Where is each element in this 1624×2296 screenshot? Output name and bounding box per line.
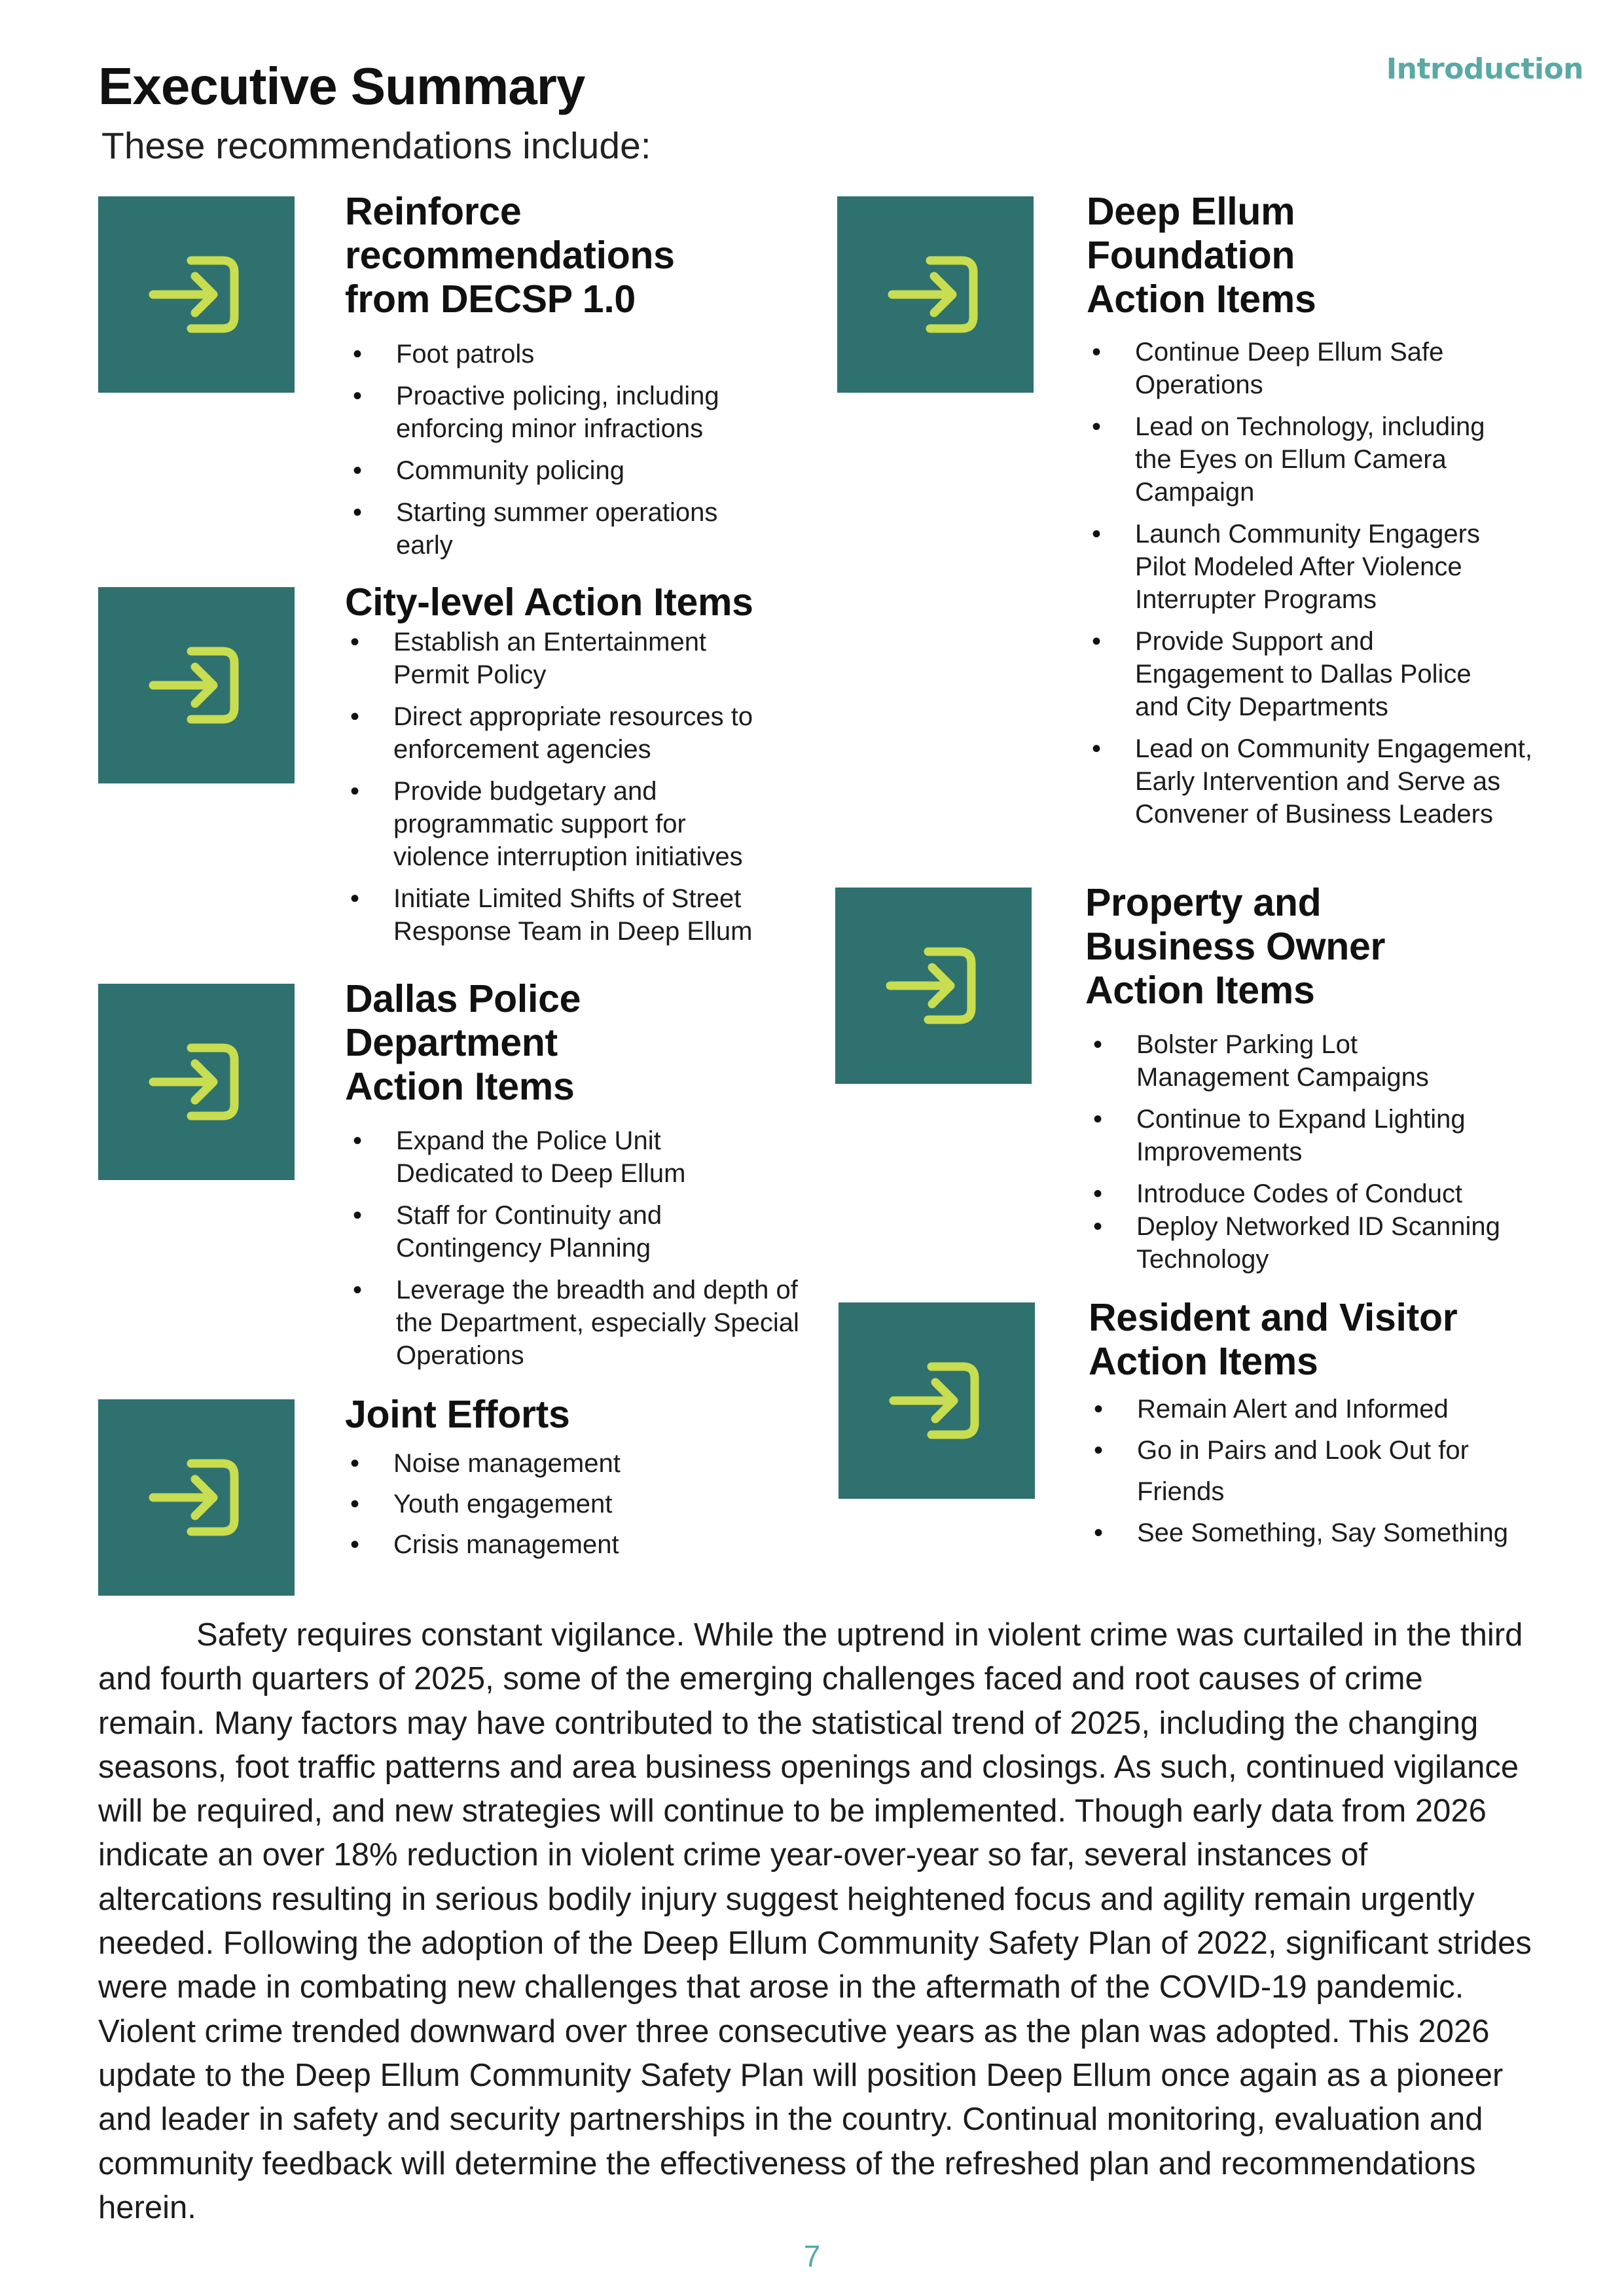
page-title: Executive Summary xyxy=(98,57,585,115)
list-item: • Proactive policing, including enforcing minor infractions xyxy=(348,380,763,445)
enter-arrow-icon xyxy=(98,1399,295,1596)
enter-arrow-icon xyxy=(837,196,1034,393)
list-item: • Youth engagement xyxy=(345,1488,803,1520)
list-item: • Staff for Continuity and Contingency Planning xyxy=(348,1199,736,1265)
title-line: Action Items xyxy=(345,1065,575,1108)
list-item: • Remain Alert and Informed xyxy=(1089,1389,1560,1430)
list-item: • Lead on Technology, including the Eyes on Ellum Camera Campaign xyxy=(1087,410,1521,509)
section-resident-visitor xyxy=(1089,1296,1560,1554)
title-line: Property and xyxy=(1085,881,1322,924)
list-item: • See Something, Say Something xyxy=(1089,1513,1560,1554)
page-number: 7 xyxy=(803,2239,821,2273)
list-item: • Continue Deep Ellum Safe Operations xyxy=(1087,336,1515,401)
section-title xyxy=(345,581,816,624)
title-line: from DECSP 1.0 xyxy=(345,278,636,321)
section-title xyxy=(1085,881,1557,1013)
list-item: • Noise management xyxy=(345,1447,803,1480)
title-line: recommendations xyxy=(345,234,675,277)
title-line: Business Owner xyxy=(1085,925,1386,968)
title-line: Action Items xyxy=(1087,278,1316,321)
enter-arrow-icon xyxy=(98,587,295,783)
title-line: Action Items xyxy=(1089,1340,1318,1383)
title-line: Reinforce xyxy=(345,190,522,233)
section-tag: Introduction xyxy=(1386,52,1583,86)
list-item: • Provide Support and Engagement to Dallas Police and City Departments xyxy=(1087,625,1515,723)
title-line: Deep Ellum xyxy=(1087,190,1295,233)
title-line: Department xyxy=(345,1021,558,1064)
list-item: • Direct appropriate resources to enforcement agencies xyxy=(345,700,786,766)
list-item: • Crisis management xyxy=(345,1528,803,1561)
list-item: • Initiate Limited Shifts of Street Response Team in Deep Ellum xyxy=(345,882,786,948)
bullet-list xyxy=(1085,1028,1557,1276)
section-title xyxy=(345,190,803,321)
enter-arrow-icon xyxy=(98,196,295,393)
list-item: • Expand the Police Unit Dedicated to Deep Ellum xyxy=(348,1124,736,1190)
list-item: • Launch Community Engagers Pilot Modeled After Violence Interrupter Programs xyxy=(1087,518,1528,616)
bullet-list xyxy=(345,338,803,562)
enter-arrow-icon xyxy=(839,1302,1035,1499)
bullet-list xyxy=(345,1124,803,1372)
section-dallas-police xyxy=(345,977,803,1381)
list-item: • Go in Pairs and Look Out for Friends xyxy=(1089,1430,1504,1513)
section-decsp xyxy=(345,190,803,571)
section-title xyxy=(345,977,803,1109)
enter-arrow-icon xyxy=(835,888,1032,1084)
title-line: Joint Efforts xyxy=(345,1393,570,1436)
section-property-owner xyxy=(1085,881,1557,1285)
list-item: • Leverage the breadth and depth of the Department, especially Special Operations xyxy=(348,1274,802,1372)
section-title xyxy=(1089,1296,1560,1384)
section-title xyxy=(345,1393,803,1437)
list-item: • Deploy Networked ID Scanning Technology xyxy=(1088,1210,1542,1276)
section-title xyxy=(1087,190,1558,321)
title-line: City-level Action Items xyxy=(345,581,753,624)
list-item: • Foot patrols xyxy=(348,338,803,370)
section-city-level xyxy=(345,581,816,957)
bullet-list xyxy=(345,626,816,948)
enter-arrow-icon xyxy=(98,984,295,1180)
list-item: • Introduce Codes of Conduct xyxy=(1088,1177,1557,1210)
list-item: • Starting summer operations early xyxy=(348,496,763,562)
body-paragraph: Safety requires constant vigilance. While the uptrend in violent crime was curtailed in the third and fourth quarters of 2025, some of the emerging challenges faced and root causes of crime remain. Many factors may have contributed to the statistical trend of 2025, including the changing seasons, foot traffic patterns and area business openings and closings. As such, continued vigilance will be required, and new strategies will continue to be implemented. Though early data from 2026 indicate an over 18% reduction in violent crime year-over-year so far, several instances of altercations resulting in serious bodily injury suggest heightened focus and agility remain urgently needed. Following the adoption of the Deep Ellum Community Safety Plan of 2022, significant strides were made in combating new challenges that arose in the aftermath of the COVID-19 pandemic. Violent crime trended downward over three consecutive years as the plan was adopted. This 2026 update to the Deep Ellum Community Safety Plan will position Deep Ellum once again as a pioneer and leader in safety and security partnerships in the country. Continual monitoring, evaluation and community feedback will determine the effectiveness of the refreshed plan and recommendations herein. xyxy=(98,1617,1532,2225)
title-line: Action Items xyxy=(1085,969,1315,1012)
title-line: Dallas Police xyxy=(345,977,581,1020)
section-joint-efforts xyxy=(345,1393,803,1569)
list-item: • Community policing xyxy=(348,454,803,487)
title-line: Resident and Visitor xyxy=(1089,1296,1458,1339)
bullet-list xyxy=(345,1447,803,1561)
section-foundation xyxy=(1087,190,1558,840)
list-item: • Establish an Entertainment Permit Policy xyxy=(345,626,760,691)
intro-text: These recommendations include: xyxy=(101,125,651,167)
list-item: • Provide budgetary and programmatic support for violence interruption initiatives xyxy=(345,775,780,873)
list-item: • Bolster Parking Lot Management Campaigns xyxy=(1088,1028,1503,1094)
list-item: • Lead on Community Engagement, Early Intervention and Serve as Convener of Business Leaders xyxy=(1087,732,1534,831)
list-item: • Continue to Expand Lighting Improvements xyxy=(1088,1103,1523,1168)
bullet-list xyxy=(1089,1389,1560,1554)
bullet-list xyxy=(1087,336,1558,831)
title-line: Foundation xyxy=(1087,234,1295,277)
